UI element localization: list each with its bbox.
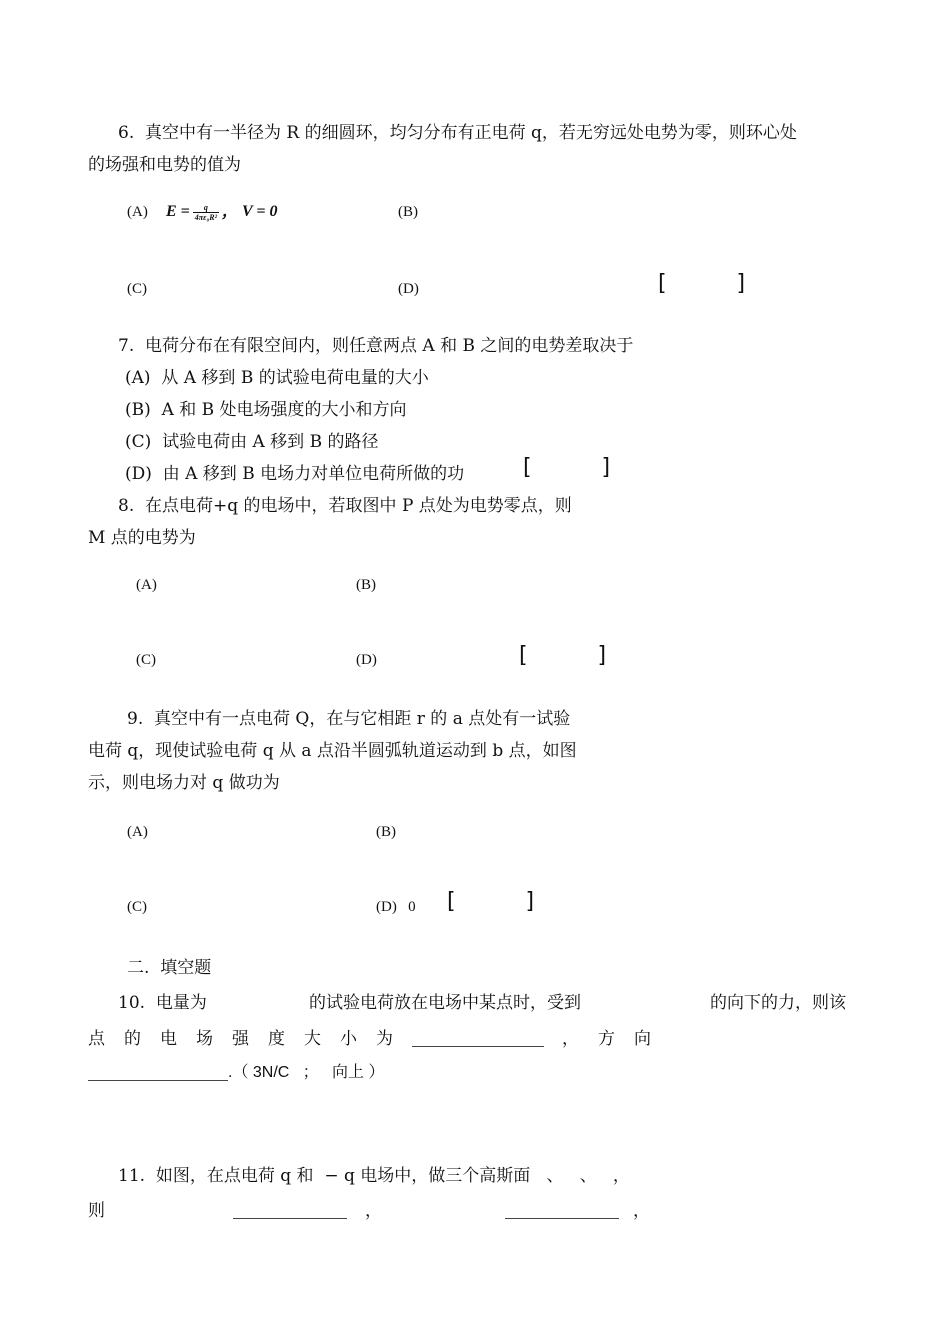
q10-line2-char: 度 <box>268 1029 285 1049</box>
q6-line2: 的场强和电势的值为 <box>88 155 241 175</box>
q8-option-c-label: (C) <box>136 652 156 668</box>
q11-comma-1: ， <box>365 1201 382 1221</box>
q6-option-a-label: (A) <box>127 204 148 220</box>
formula-fraction <box>193 203 219 222</box>
q6-option-a-formula <box>166 198 277 222</box>
q8-answer-bracket: [ ] <box>519 643 607 668</box>
q6-option-b-label: (B) <box>398 204 418 220</box>
q8-option-a-label: (A) <box>136 577 157 593</box>
q10-line2-char: 大 <box>304 1029 321 1049</box>
q9-line3: 示，则电场力对 q 做功为 <box>88 773 280 793</box>
q8-line2: M 点的电势为 <box>88 528 196 548</box>
q7-option-b: (B) A 和 B 处电场强度的大小和方向 <box>125 400 407 420</box>
q7-answer-bracket: [ ] <box>523 455 611 480</box>
formula-numerator: q <box>193 203 219 213</box>
q10-line2-char: 小 <box>340 1029 357 1049</box>
q10-blank-magnitude[interactable] <box>412 1046 544 1047</box>
q9-line1: 9. 真空中有一点电荷 Q，在与它相距 r 的 a 点处有一试验 <box>127 709 571 729</box>
q9-option-a-label: (A) <box>127 824 148 840</box>
q9-option-b-label: (B) <box>376 824 396 840</box>
q10-line2-char: 场 <box>196 1029 213 1049</box>
formula-rest: ， V = 0 <box>221 203 278 220</box>
q10-line2-char: 点 <box>88 1029 105 1049</box>
q11-line1: 11. 如图，在点电荷 q 和 − q 电场中，做三个高斯面 、 、 ， <box>118 1166 630 1186</box>
q11-comma-2: ， <box>633 1201 650 1221</box>
q6-option-c-label: (C) <box>127 281 147 297</box>
q10-blank-direction[interactable] <box>88 1080 228 1081</box>
q7-option-a: (A) 从 A 移到 B 的试验电荷电量的大小 <box>125 368 429 388</box>
q7-option-c: (C) 试验电荷由 A 移到 B 的路径 <box>125 432 379 452</box>
q9-line2: 电荷 q，现使试验电荷 q 从 a 点沿半圆弧轨道运动到 b 点，如图 <box>88 741 577 761</box>
q9-option-d-label: (D) 0 <box>376 899 416 915</box>
formula-lhs: E = <box>166 203 190 220</box>
q9-answer-bracket: [ ] <box>447 889 535 914</box>
q10-line2-char: 为 <box>376 1029 393 1049</box>
q9-option-c-label: (C) <box>127 899 147 915</box>
formula-denominator: 4πε₀R² <box>194 212 217 222</box>
q11-blank-2[interactable] <box>505 1218 619 1219</box>
q10-line2-char: 电 <box>160 1029 177 1049</box>
q8-line1: 8. 在点电荷+q 的电场中，若取图中 P 点处为电势零点，则 <box>118 496 572 516</box>
q11-line2-start: 则 <box>88 1201 105 1221</box>
q10-part3: 的向下的力，则该 <box>710 993 846 1013</box>
q10-line2-char: 强 <box>232 1029 249 1049</box>
q7-stem: 7. 电荷分布在有限空间内，则任意两点 A 和 B 之间的电势差取决于 <box>118 336 634 356</box>
section-heading: 二. 填空题 <box>127 958 212 978</box>
q10-comma: ， <box>562 1029 579 1049</box>
q10-answer: .（ 3N/C ； 向上 ） <box>228 1064 385 1081</box>
q11-blank-1[interactable] <box>233 1218 347 1219</box>
q10-line2-char: 的 <box>124 1029 141 1049</box>
q8-option-d-label: (D) <box>356 652 377 668</box>
q7-option-d: (D) 由 A 移到 B 电场力对单位电荷所做的功 <box>125 464 465 484</box>
q10-part2: 的试验电荷放在电场中某点时，受到 <box>309 993 581 1013</box>
q10-direction-char: 方 <box>598 1029 615 1049</box>
q6-option-d-label: (D) <box>398 281 419 297</box>
q10-part1: 10. 电量为 <box>118 993 207 1013</box>
q10-direction-char: 向 <box>634 1029 651 1049</box>
q6-answer-bracket: [ ] <box>658 271 746 296</box>
q6-line1: 6. 真空中有一半径为 R 的细圆环，均匀分布有正电荷 q，若无穷远处电势为零，则环心处 <box>118 123 797 143</box>
q8-option-b-label: (B) <box>356 577 376 593</box>
